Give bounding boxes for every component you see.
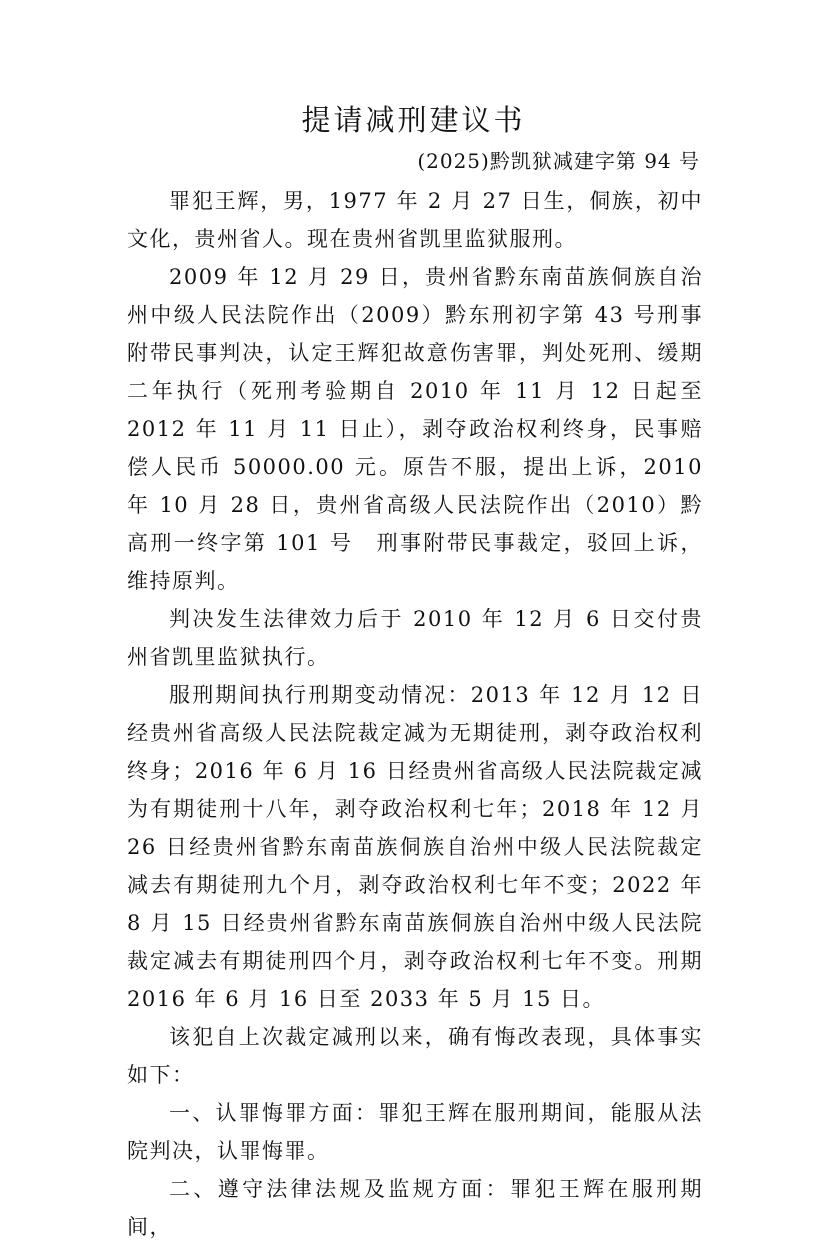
paragraph-criminal-info: 罪犯王辉，男，1977 年 2 月 27 日生，侗族，初中文化，贵州省人。现在贵州省凯里监狱服刑。 — [127, 189, 703, 251]
document-number: (2025)黔凯狱减建字第 94 号 — [417, 149, 700, 173]
paragraph-sentence-changes: 服刑期间执行刑期变动情况：2013 年 12 月 12 日经贵州省高级人民法院裁定减为无期徒刑，剥夺政治权利终身；2016 年 6 月 16 日经贵州省高级人民法院裁定减为有期徒刑十八年，剥夺政治权利七年；2018 年 12 月 26 日经贵州省黔东南苗族侗族自治州中级人民法院裁定减去有期徒刑九个月，剥夺政治权利七年不变；2022 年 8 月 15 日经贵州省黔东南苗族侗族自治州中级人民法院裁定减去有期徒刑四个月，剥夺政治权利七年不变。刑期 2016 年 6 月 16 日至 2033 年 5 月 15 日。 — [127, 683, 703, 1011]
paragraph-section-one: 一、认罪悔罪方面：罪犯王辉在服刑期间，能服从法院判决，认罪悔罪。 — [127, 1101, 703, 1163]
document-body — [127, 182, 703, 1246]
paragraph-original-judgment: 2009 年 12 月 29 日，贵州省黔东南苗族侗族自治州中级人民法院作出（2009）黔东刑初字第 43 号刑事附带民事判决，认定王辉犯故意伤害罪，判处死刑、缓期二年执行（死刑考验期自 2010 年 11 月 12 日起至 2012 年 11 月 11 日止），剥夺政治权利终身，民事赔偿人民币 50000.00 元。原告不服，提出上诉，2010 年 10 月 28 日，贵州省高级人民法院作出（2010）黔高刑一终字第 101 号 刑事附带民事裁定，驳回上诉，维持原判。 — [127, 265, 703, 593]
paragraph-repentance-intro: 该犯自上次裁定减刑以来，确有悔改表现，具体事实如下： — [127, 1025, 703, 1087]
paragraph-execution-handover: 判决发生法律效力后于 2010 年 12 月 6 日交付贵州省凯里监狱执行。 — [127, 607, 703, 669]
paragraph-section-two: 二、遵守法律法规及监规方面：罪犯王辉在服刑期间， — [127, 1177, 703, 1239]
document-title: 提请减刑建议书 — [301, 103, 526, 137]
